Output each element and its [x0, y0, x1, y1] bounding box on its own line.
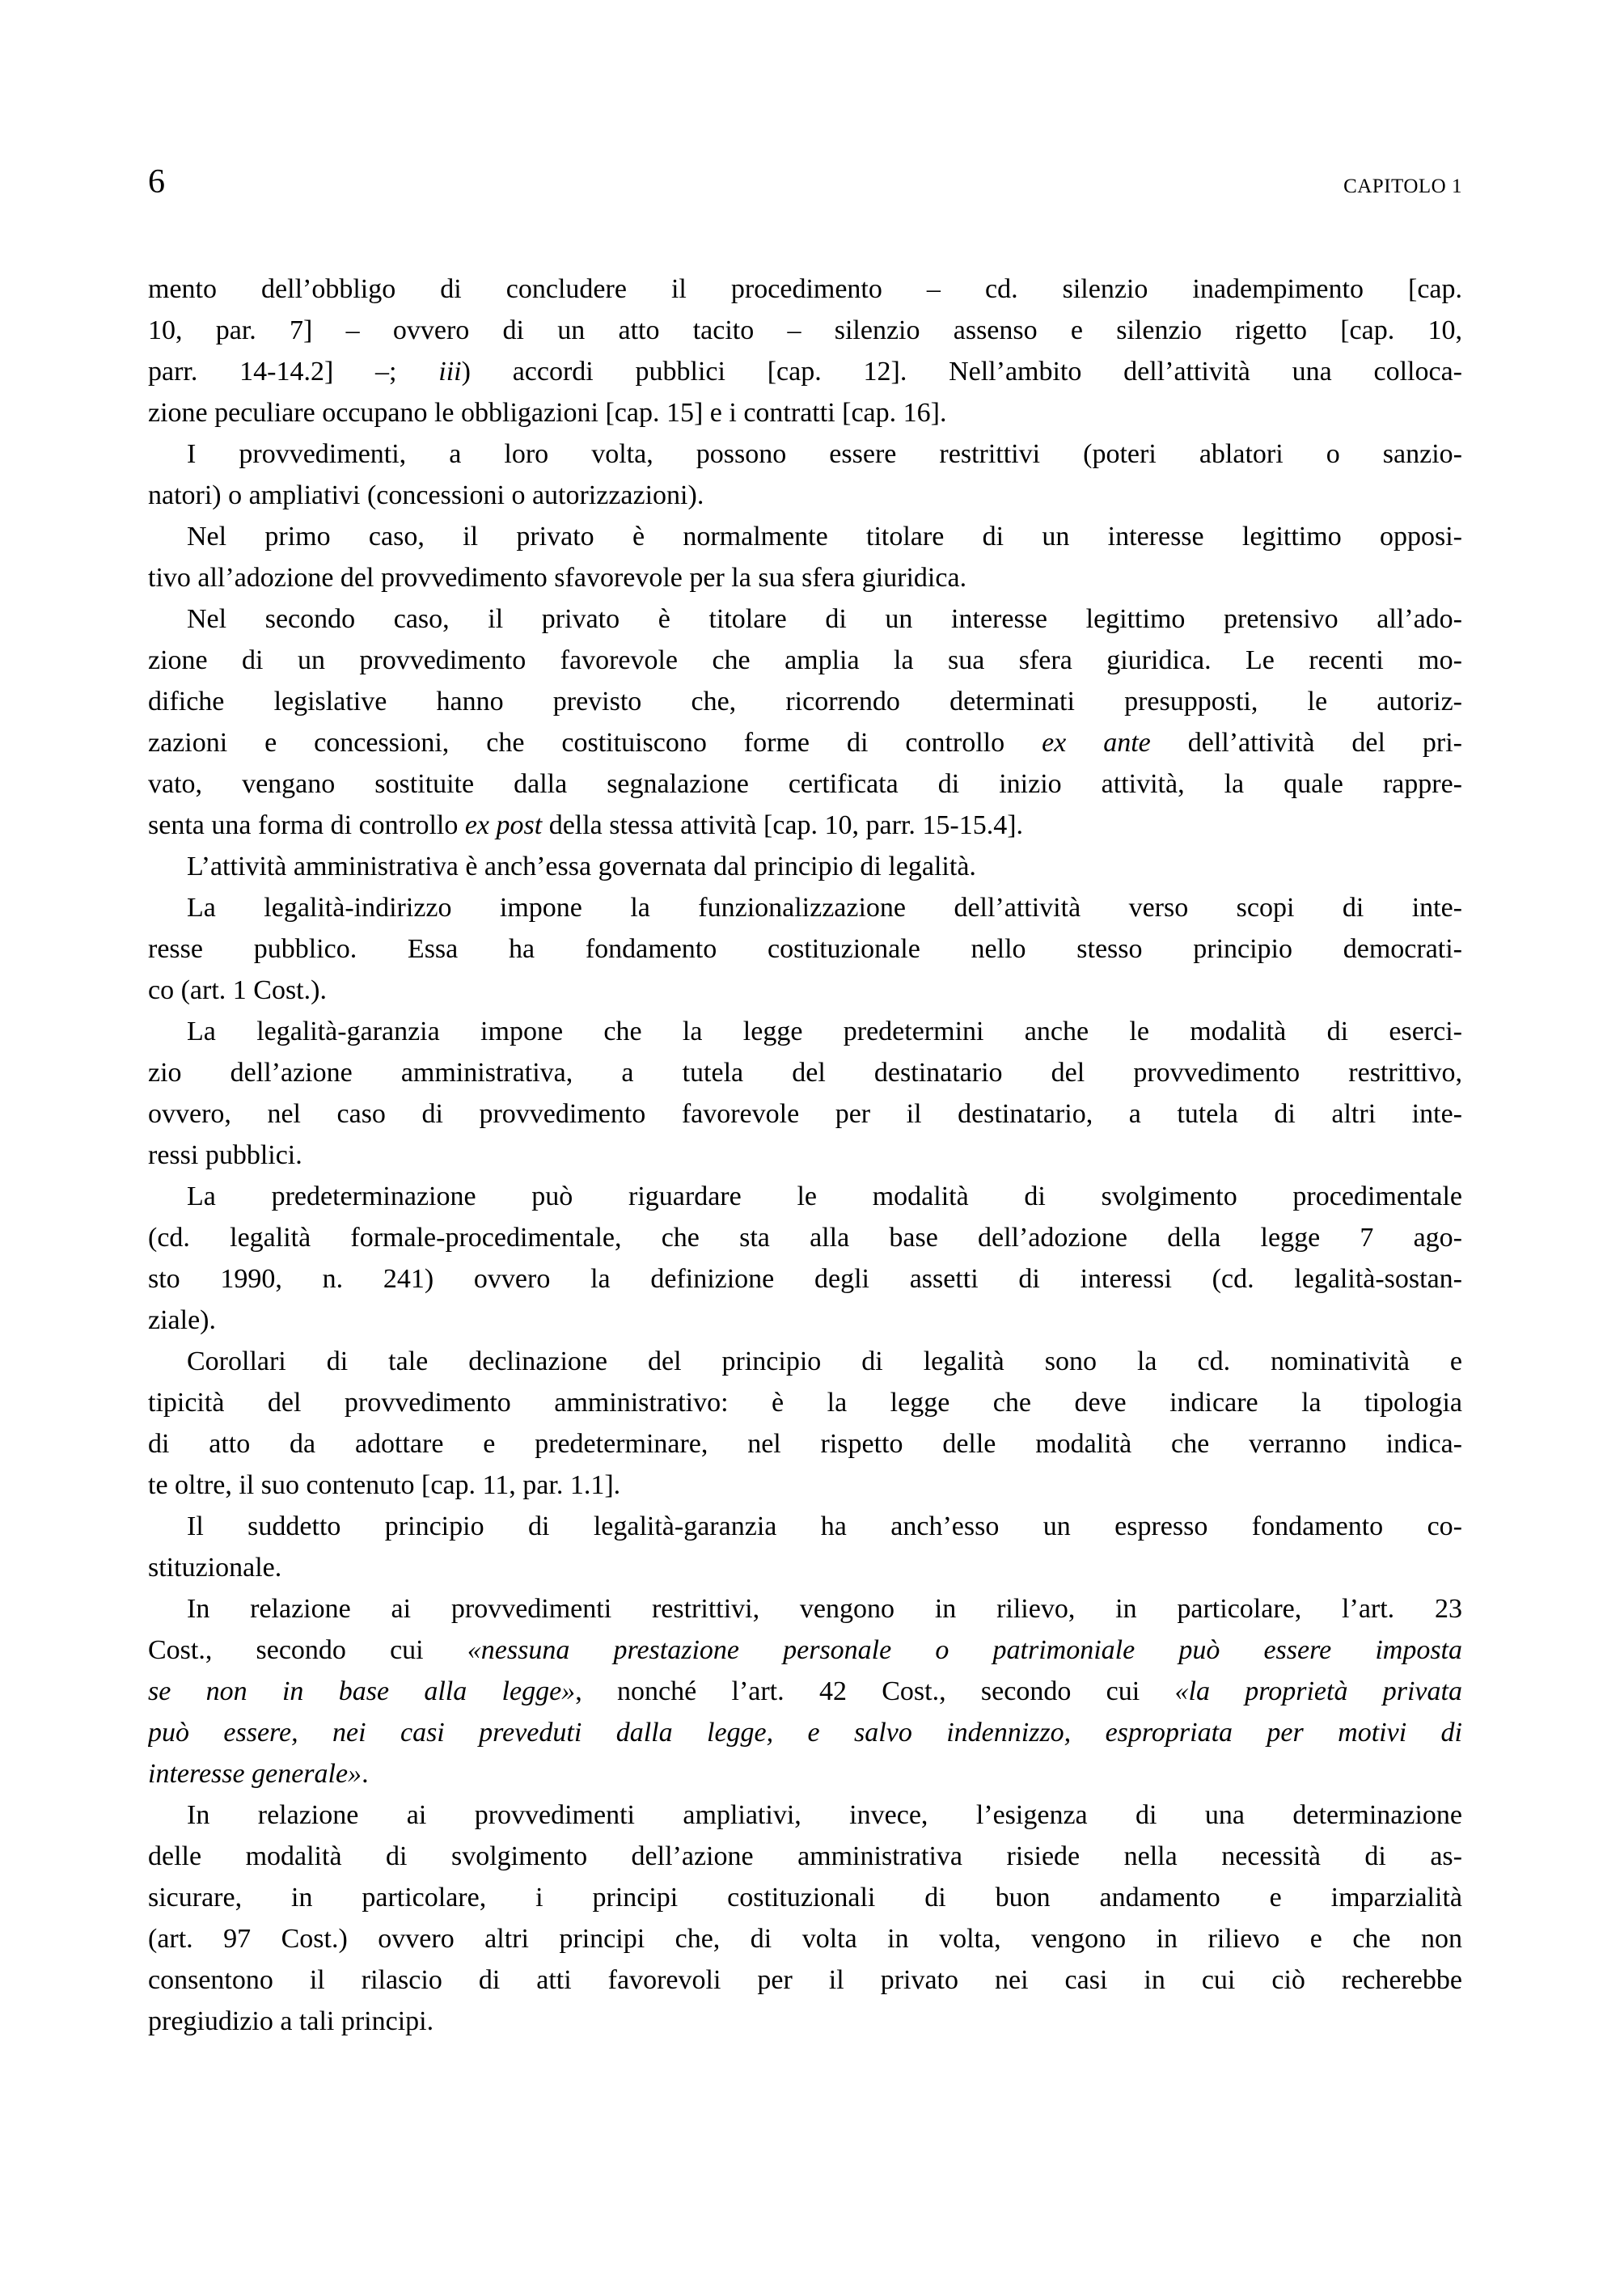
text-run: Corollari di tale declinazione del principio di legalità sono la cd. nominatività e [187, 1346, 1462, 1376]
text-run: iii [438, 357, 462, 387]
text-line [148, 1465, 1462, 1506]
text-line [148, 1052, 1462, 1093]
text-line [148, 1588, 1462, 1629]
text-line [148, 475, 1462, 516]
paragraph [148, 598, 1462, 846]
text-line [148, 1547, 1462, 1588]
running-header [148, 165, 1462, 199]
paragraph [148, 887, 1462, 1011]
text-line [148, 1836, 1462, 1877]
text-line [148, 805, 1462, 846]
text-run: senta una forma di controllo [148, 810, 465, 840]
text-run: co (art. 1 Cost.). [148, 975, 327, 1005]
text-run: ziale). [148, 1305, 216, 1335]
text-run: della stessa attività [cap. 10, parr. 15-15.4]. [542, 810, 1024, 840]
text-line [148, 846, 1462, 887]
text-line [148, 1753, 1462, 1794]
text-line [148, 928, 1462, 970]
text-run: La legalità-garanzia impone che la legge predetermini anche le modalità di eserci- [187, 1017, 1462, 1046]
text-line [148, 351, 1462, 392]
text-run: I provvedimenti, a loro volta, possono essere restrittivi (poteri ablatori o sanzio- [187, 439, 1462, 469]
text-line [148, 1629, 1462, 1671]
text-run: zazioni e concessioni, che costituiscono forme di controllo [148, 728, 1042, 758]
text-line [148, 887, 1462, 928]
text-line [148, 433, 1462, 475]
text-run: (cd. legalità formale-procedimentale, che sta alla base dell’adozione della legge 7 ago- [148, 1223, 1462, 1253]
paragraph [148, 1341, 1462, 1506]
text-run: zio dell’azione amministrativa, a tutela del destinatario del provvedimento restrittivo, [148, 1058, 1462, 1088]
text-run: mento dell’obbligo di concludere il procedimento – cd. silenzio inadempimento [cap. [148, 274, 1462, 304]
text-run: difiche legislative hanno previsto che, ricorrendo determinati presupposti, le autoriz- [148, 687, 1462, 716]
text-line [148, 970, 1462, 1011]
text-run: resse pubblico. Essa ha fondamento costituzionale nello stesso principio democrati- [148, 934, 1462, 964]
text-line [148, 310, 1462, 351]
text-run: ) accordi pubblici [cap. 12]. Nell’ambito dell’attività una colloca- [461, 357, 1462, 387]
text-run: parr. 14-14.2] –; [148, 357, 439, 387]
text-run: «la proprietà privata [1174, 1676, 1462, 1706]
paragraph [148, 516, 1462, 598]
text-run: zione peculiare occupano le obbligazioni [cap. 15] e i contratti [cap. 16]. [148, 398, 947, 428]
text-run: sicurare, in particolare, i principi costituzionali di buon andamento e imparzialità [148, 1883, 1462, 1913]
text-line [148, 516, 1462, 557]
text-line [148, 1176, 1462, 1217]
text-run: In relazione ai provvedimenti restrittivi, vengono in rilievo, in particolare, l’art. 23 [187, 1594, 1462, 1624]
text-run: Il suddetto principio di legalità-garanzia ha anch’esso un espresso fondamento co- [187, 1511, 1462, 1541]
chapter-header: CAPITOLO 1 [1343, 175, 1462, 197]
text-line [148, 557, 1462, 598]
paragraph [148, 1176, 1462, 1341]
text-run: stituzionale. [148, 1553, 282, 1583]
page-number: 6 [148, 163, 165, 201]
text-line [148, 722, 1462, 763]
text-run: «nessuna prestazione personale o patrimoniale può essere imposta [467, 1635, 1462, 1665]
text-line [148, 2001, 1462, 2042]
text-run: dell’attività del pri- [1150, 728, 1462, 758]
paragraph [148, 268, 1462, 433]
paragraph [148, 1011, 1462, 1176]
paragraph [148, 1794, 1462, 2042]
text-line [148, 763, 1462, 805]
text-run: Nel secondo caso, il privato è titolare di un interesse legittimo pretensivo all’ado- [187, 604, 1462, 634]
text-run: tivo all’adozione del provvedimento sfavorevole per la sua sfera giuridica. [148, 563, 967, 593]
text-run: se non in base alla legge» [148, 1676, 576, 1706]
text-run: di atto da adottare e predeterminare, nel rispetto delle modalità che verranno indica- [148, 1429, 1462, 1459]
text-line [148, 1794, 1462, 1836]
text-run: (art. 97 Cost.) ovvero altri principi che, di volta in volta, vengono in rilievo e che non [148, 1924, 1462, 1954]
text-run: La predeterminazione può riguardare le modalità di svolgimento procedimentale [187, 1181, 1462, 1211]
text-line [148, 1506, 1462, 1547]
text-run: interesse generale» [148, 1759, 362, 1789]
page-body [148, 268, 1462, 2042]
text-line [148, 1135, 1462, 1176]
text-line [148, 1093, 1462, 1135]
text-run: zione di un provvedimento favorevole che amplia la sua sfera giuridica. Le recenti mo- [148, 645, 1462, 675]
text-line [148, 640, 1462, 681]
text-run: sto 1990, n. 241) ovvero la definizione degli assetti di interessi (cd. legalità-sostan- [148, 1264, 1462, 1294]
text-run: , nonché l’art. 42 Cost., secondo cui [575, 1676, 1175, 1706]
text-run: In relazione ai provvedimenti ampliativi, invece, l’esigenza di una determinazione [187, 1800, 1462, 1830]
text-run: natori) o ampliativi (concessioni o autorizzazioni). [148, 480, 704, 510]
text-run: te oltre, il suo contenuto [cap. 11, par. 1.1]. [148, 1470, 621, 1500]
text-line [148, 1300, 1462, 1341]
text-run: La legalità-indirizzo impone la funzionalizzazione dell’attività verso scopi di inte- [187, 893, 1462, 923]
text-run: L’attività amministrativa è anch’essa governata dal principio di legalità. [187, 852, 976, 881]
text-run: ressi pubblici. [148, 1140, 302, 1170]
text-line [148, 1423, 1462, 1465]
text-line [148, 1217, 1462, 1258]
text-run: Nel primo caso, il privato è normalmente titolare di un interesse legittimo opposi- [187, 522, 1462, 552]
paragraph [148, 846, 1462, 887]
text-run: ex post [464, 810, 543, 840]
paragraph [148, 1506, 1462, 1588]
text-line [148, 392, 1462, 433]
text-line [148, 1341, 1462, 1382]
text-run: delle modalità di svolgimento dell’azione amministrativa risiede nella necessità di as- [148, 1841, 1462, 1871]
text-line [148, 1712, 1462, 1753]
text-line [148, 1011, 1462, 1052]
text-run: pregiudizio a tali principi. [148, 2006, 434, 2036]
text-line [148, 1877, 1462, 1918]
text-line [148, 681, 1462, 722]
text-run: Cost., secondo cui [148, 1635, 467, 1665]
text-line [148, 1918, 1462, 1959]
text-line [148, 268, 1462, 310]
text-run: consentono il rilascio di atti favorevoli per il privato nei casi in cui ciò recherebbe [148, 1965, 1462, 1995]
text-line [148, 1959, 1462, 2001]
text-run: può essere, nei casi preveduti dalla legge, e salvo indennizzo, espropriata per motivi di [148, 1718, 1462, 1748]
paragraph [148, 1588, 1462, 1794]
text-run: 10, par. 7] – ovvero di un atto tacito – silenzio assenso e silenzio rigetto [cap. 10, [148, 315, 1462, 345]
text-run: ovvero, nel caso di provvedimento favorevole per il destinatario, a tutela di altri inte- [148, 1099, 1462, 1129]
text-run: . [362, 1759, 369, 1789]
paragraph [148, 433, 1462, 516]
text-run: tipicità del provvedimento amministrativo: è la legge che deve indicare la tipologia [148, 1388, 1462, 1418]
text-run: vato, vengano sostituite dalla segnalazione certificata di inizio attività, la quale rappre- [148, 769, 1462, 799]
text-run: ex ante [1042, 728, 1151, 758]
text-line [148, 1382, 1462, 1423]
text-line [148, 1671, 1462, 1712]
text-line [148, 598, 1462, 640]
text-line [148, 1258, 1462, 1300]
